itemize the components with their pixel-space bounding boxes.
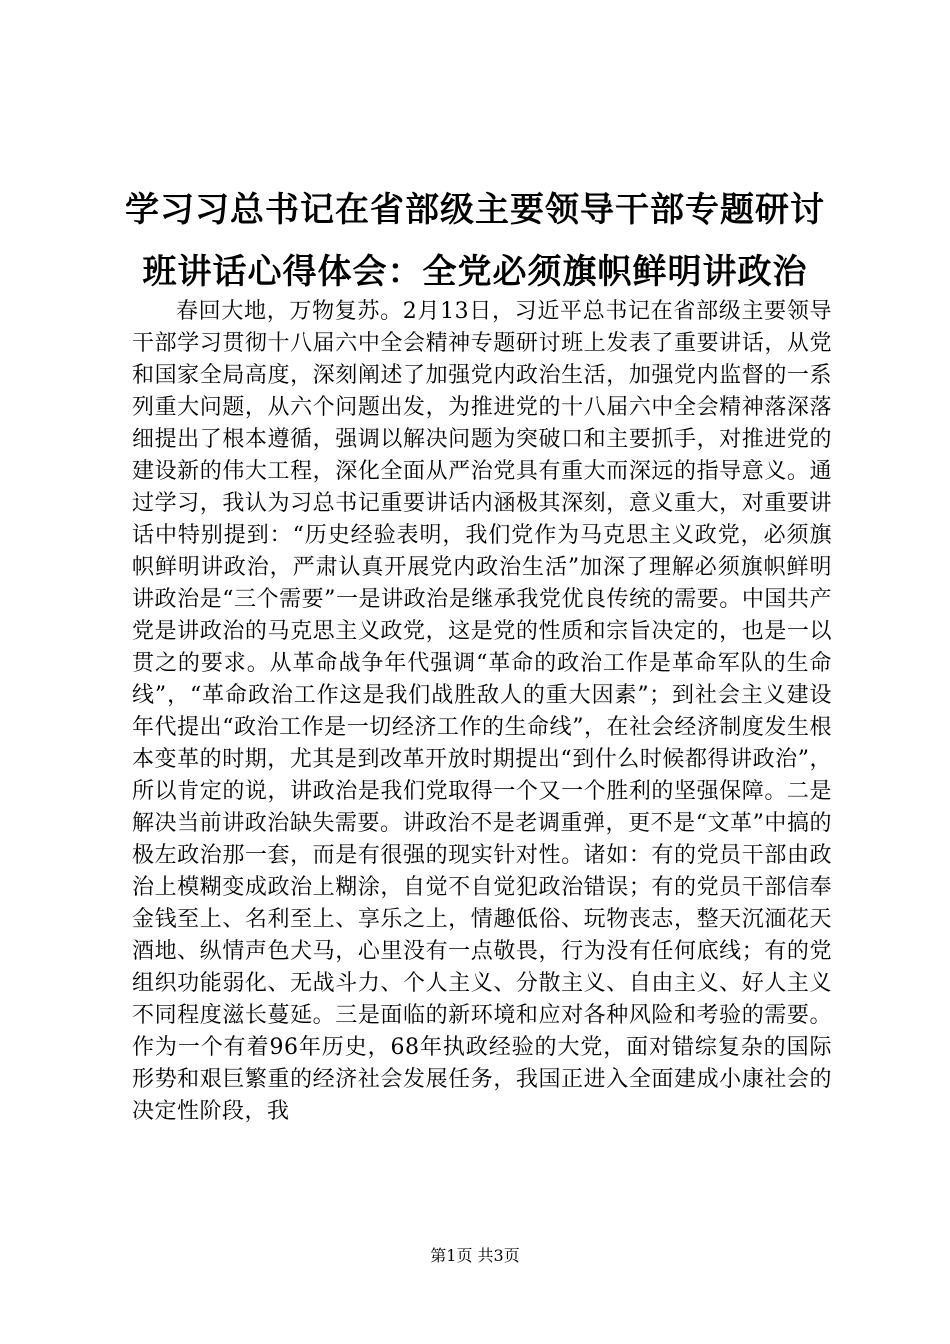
page-number-footer: 第1页 共3页 xyxy=(430,1246,520,1265)
document-body-paragraph: 春回大地，万物复苏。2月13日，习近平总书记在省部级主要领导干部学习贯彻十八届六中全会精神专题研讨班上发表了重要讲话，从党和国家全局高度，深刻阐述了加强党内政治生活，加强党内监督的一系列重大问题，从六个问题出发，为推进党的十八届六中全会精神落深落细提出了根本遵循，强调以解决问题为突破口和主要抓手，对推进党的建设新的伟大工程，深化全面从严治党具有重大而深远的指导意义。通过学习，我认为习总书记重要讲话内涵极其深刻，意义重大，对重要讲话中特别提到：“历史经验表明，我们党作为马克思主义政党，必须旗帜鲜明讲政治，严肃认真开展党内政治生活”加深了理解必须旗帜鲜明讲政治是“三个需要”一是讲政治是继承我党优良传统的需要。中国共产党是讲政治的马克思主义政党，这是党的性质和宗旨决定的，也是一以贯之的要求。从革命战争年代强调“革命的政治工作是革命军队的生命线”，“革命政治工作这是我们战胜敌人的重大因素”；到社会主义建设年代提出“政治工作是一切经济工作的生命线”，在社会经济制度发生根本变革的时期，尤其是到改革开放时期提出“到什么时候都得讲政治”，所以肯定的说，讲政治是我们党取得一个又一个胜利的坚强保障。二是解决当前讲政治缺失需要。讲政治不是老调重弹，更不是“文革”中搞的极左政治那一套，而是有很强的现实针对性。诸如：有的党员干部由政治上模糊变成政治上糊涂，自觉不自觉犯政治错误；有的党员干部信奉金钱至上、名利至上、享乐之上，情趣低俗、玩物丧志，整天沉湎花天酒地、纵情声色犬马，心里没有一点敬畏，行为没有任何底线；有的党组织功能弱化、无战斗力、个人主义、分散主义、自由主义、好人主义不同程度滋长蔓延。三是面临的新环境和应对各种风险和考验的需要。作为一个有着96年历史，68年执政经验的大党，面对错综复杂的国际形势和艰巨繁重的经济社会发展任务，我国正进入全面建成小康社会的决定性阶段，我 xyxy=(132,299,832,1124)
document-title-line-1: 学习习总书记在省部级主要领导干部专题研讨 xyxy=(125,190,825,230)
document-title-line-2: 班讲话心得体会：全党必须旗帜鲜明讲政治 xyxy=(142,252,808,292)
